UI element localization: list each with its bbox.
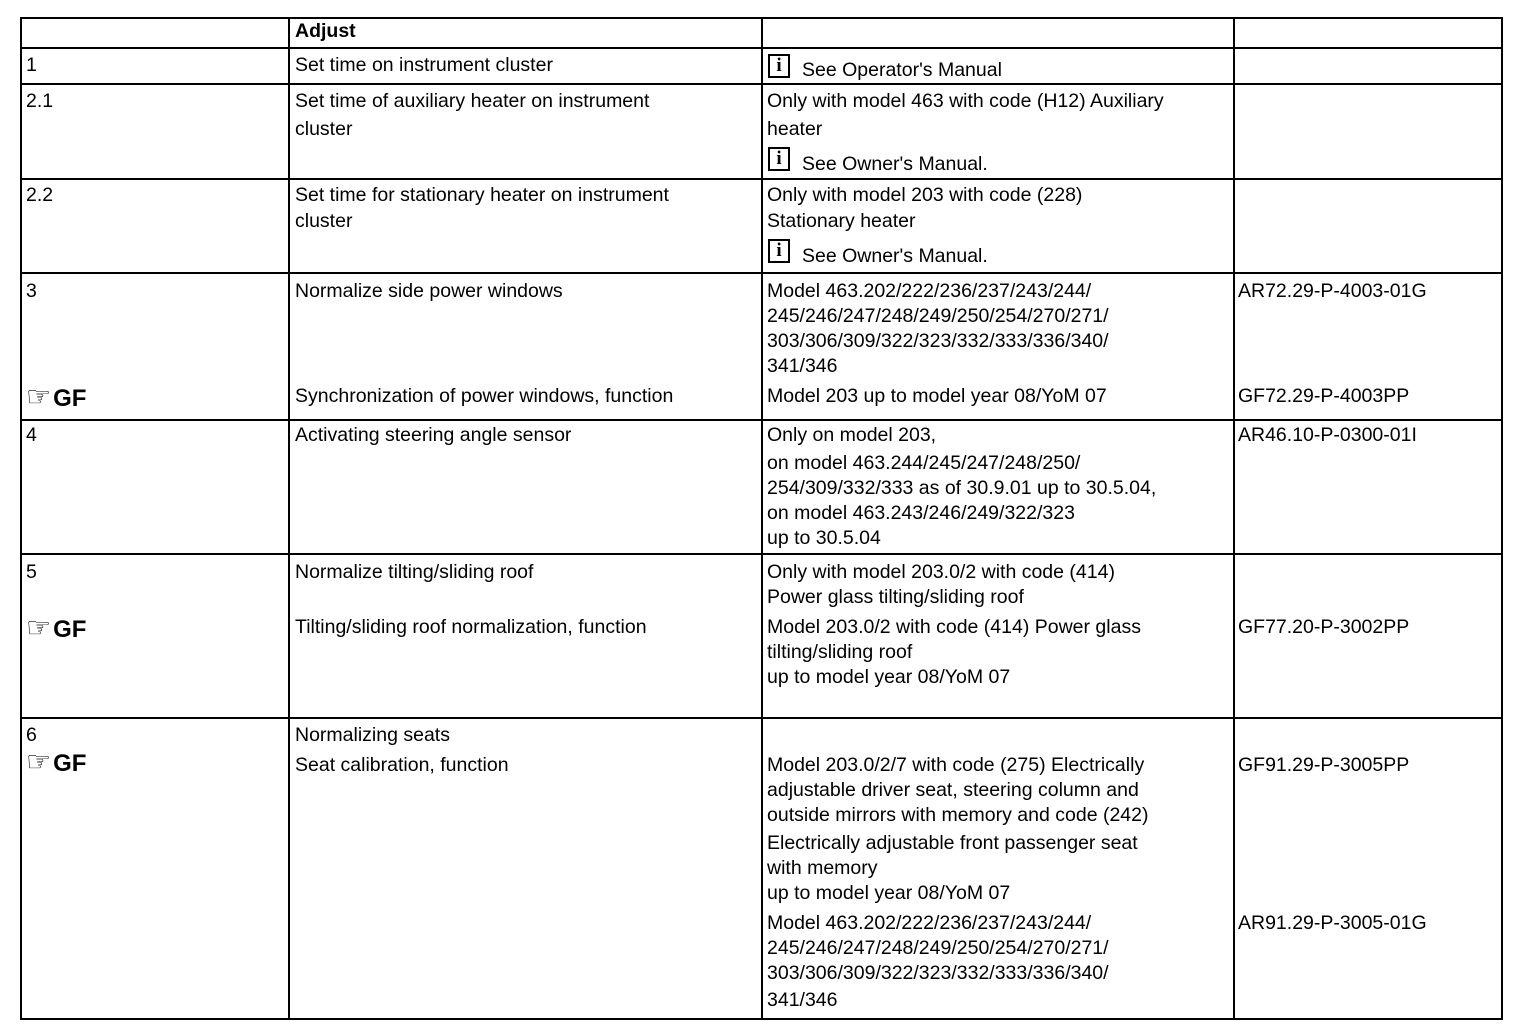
gf-hand-icon[interactable]: ☞GF <box>26 381 87 412</box>
adjust-text: Set time of auxiliary heater on instrument <box>295 90 650 112</box>
row-id: 5 <box>26 561 37 583</box>
info-icon: i <box>768 54 790 78</box>
divider <box>288 17 290 1019</box>
note-text: adjustable driver seat, steering column and <box>767 779 1139 801</box>
manual-reference: See Owner's Manual. <box>802 245 988 267</box>
divider <box>20 17 22 1019</box>
note-text: 303/306/309/322/323/332/333/336/340/ <box>767 330 1109 352</box>
note-text: Only with model 463 with code (H12) Auxiliary <box>767 90 1164 112</box>
column-header-adjust: Adjust <box>295 20 356 42</box>
manual-reference: See Operator's Manual <box>802 59 1002 81</box>
note-text: 245/246/247/248/249/250/254/270/271/ <box>767 305 1109 327</box>
note-text: tilting/sliding roof <box>767 641 913 663</box>
adjust-text: Tilting/sliding roof normalization, function <box>295 616 647 638</box>
adjust-text: Set time on instrument cluster <box>295 54 553 76</box>
note-text: Model 203 up to model year 08/YoM 07 <box>767 385 1107 407</box>
adjust-text: Normalize side power windows <box>295 280 563 302</box>
note-text: Electrically adjustable front passenger seat <box>767 832 1138 854</box>
note-text: up to 30.5.04 <box>767 527 881 549</box>
note-text: up to model year 08/YoM 07 <box>767 666 1011 688</box>
row-id: 2.1 <box>26 90 54 112</box>
note-text: Model 203.0/2/7 with code (275) Electrically <box>767 754 1145 776</box>
document-reference[interactable]: AR72.29-P-4003-01G <box>1238 280 1427 302</box>
gf-hand-icon[interactable]: ☞GF <box>26 746 87 777</box>
divider <box>1233 17 1235 1019</box>
note-text: with memory <box>767 857 878 879</box>
document-reference[interactable]: GF77.20-P-3002PP <box>1238 616 1410 638</box>
adjust-text: Set time for stationary heater on instrument <box>295 184 669 206</box>
row-id: 6 <box>26 724 37 746</box>
note-text: on model 463.244/245/247/248/250/ <box>767 452 1081 474</box>
adjust-text: Synchronization of power windows, function <box>295 385 674 407</box>
document-reference[interactable]: AR46.10-P-0300-01I <box>1238 424 1417 446</box>
note-text: up to model year 08/YoM 07 <box>767 882 1011 904</box>
divider <box>1501 17 1503 1019</box>
note-text: Model 463.202/222/236/237/243/244/ <box>767 912 1092 934</box>
info-icon: i <box>768 239 790 263</box>
adjust-text: Normalize tilting/sliding roof <box>295 561 534 583</box>
note-text: 303/306/309/322/323/332/333/336/340/ <box>767 962 1109 984</box>
adjust-text: cluster <box>295 210 353 232</box>
row-id: 2.2 <box>26 184 54 206</box>
note-text: 341/346 <box>767 355 838 377</box>
document-reference[interactable]: GF72.29-P-4003PP <box>1238 385 1410 407</box>
note-text: Model 203.0/2 with code (414) Power glass <box>767 616 1141 638</box>
note-text: Stationary heater <box>767 210 916 232</box>
note-text: Only with model 203.0/2 with code (414) <box>767 561 1115 583</box>
manual-reference: See Owner's Manual. <box>802 153 988 175</box>
note-text: heater <box>767 118 823 140</box>
note-text: Power glass tilting/sliding roof <box>767 586 1024 608</box>
note-text: 245/246/247/248/249/250/254/270/271/ <box>767 937 1109 959</box>
note-text: Only on model 203, <box>767 424 937 446</box>
gf-hand-icon[interactable]: ☞GF <box>26 612 87 643</box>
row-id: 4 <box>26 424 37 446</box>
adjust-text: Normalizing seats <box>295 724 450 746</box>
note-text: on model 463.243/246/249/322/323 <box>767 502 1075 524</box>
adjust-text: Activating steering angle sensor <box>295 424 572 446</box>
document-reference[interactable]: AR91.29-P-3005-01G <box>1238 912 1427 934</box>
note-text: Model 463.202/222/236/237/243/244/ <box>767 280 1092 302</box>
document-reference[interactable]: GF91.29-P-3005PP <box>1238 754 1410 776</box>
info-icon: i <box>768 147 790 171</box>
row-id: 3 <box>26 280 37 302</box>
note-text: 254/309/332/333 as of 30.9.01 up to 30.5.04, <box>767 477 1157 499</box>
adjust-text: Seat calibration, function <box>295 754 509 776</box>
divider <box>761 17 763 1019</box>
row-id: 1 <box>26 54 37 76</box>
note-text: outside mirrors with memory and code (242) <box>767 804 1149 826</box>
adjust-text: cluster <box>295 118 353 140</box>
note-text: Only with model 203 with code (228) <box>767 184 1083 206</box>
note-text: 341/346 <box>767 989 838 1011</box>
